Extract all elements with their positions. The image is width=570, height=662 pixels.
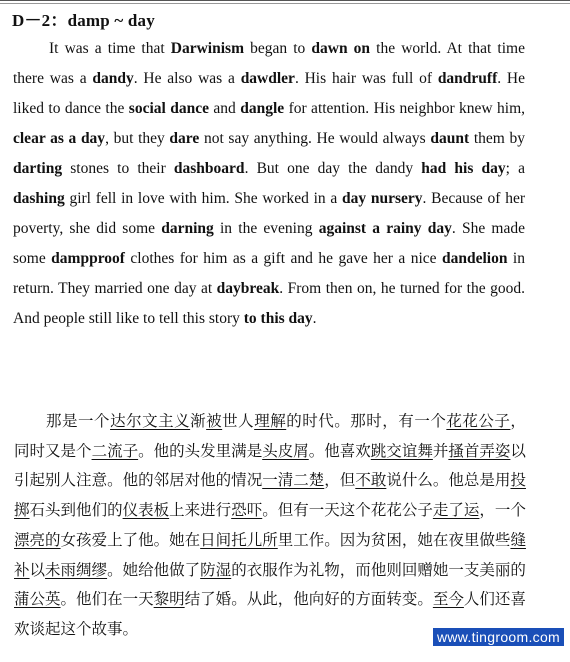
text-run: , but they: [105, 130, 170, 147]
vocab-term: daybreak: [216, 280, 280, 297]
text-run: in return. They married one day at: [13, 250, 525, 297]
text-run: 并: [432, 441, 449, 460]
top-border-rule: [0, 0, 570, 4]
text-run: 上来进行: [169, 501, 232, 520]
text-run: . He liked to dance the: [13, 70, 526, 117]
text-run: 的时代。那时，有一个: [286, 412, 447, 430]
text-run: in the evening: [213, 220, 319, 237]
text-run: 里工作。因为贫困，她在夜里做些: [277, 530, 511, 549]
vocab-term: clear as a day: [13, 130, 106, 147]
text-run: 。他们在一天: [60, 590, 154, 609]
text-run: . But one day the dandy: [244, 160, 422, 177]
text-run: 。但有一天这个花花公子: [262, 501, 433, 520]
vocab-term: Darwinism: [170, 40, 244, 57]
text-run: It was a time that: [49, 40, 171, 57]
text-run: 。他喜欢: [308, 441, 371, 460]
text-run: 说什么。他总是用: [386, 471, 511, 490]
text-run: 。她给他做了: [107, 560, 201, 579]
vocab-translation: 不敢: [355, 471, 387, 490]
text-run: . Because of her poverty, she did some: [13, 190, 525, 237]
text-run: them by: [469, 130, 525, 147]
text-run: 以: [29, 560, 46, 579]
text-run: 。他的头发里满是: [138, 441, 263, 460]
vocab-translation: 至今: [432, 590, 464, 609]
vocab-term: social dance: [128, 100, 209, 117]
vocab-term: dandy: [92, 70, 134, 87]
text-run: . His hair was full of: [294, 70, 438, 87]
vocab-term: dandruff: [437, 70, 498, 87]
text-run: 的衣服作为礼物，而他则回赠她一支美丽的: [231, 560, 526, 579]
vocab-term: dawdler: [240, 70, 295, 87]
vocab-translation: 花花公子: [446, 412, 511, 430]
vocab-translation: 达尔文主义: [110, 412, 191, 430]
text-run: 以引起别人注意。他的邻居对他的情况: [14, 441, 526, 490]
vocab-term: had his day: [421, 160, 506, 177]
text-run: 世人: [222, 412, 255, 430]
vocab-translation: 理解: [254, 412, 287, 430]
text-run: ，同时又是个: [14, 412, 526, 460]
site-watermark: www.tingroom.com: [433, 628, 564, 646]
vocab-translation: 二流子: [91, 441, 139, 460]
text-run: ; a: [505, 160, 526, 177]
vocab-translation: 被: [206, 412, 223, 430]
vocab-term: dandelion: [442, 250, 508, 267]
text-run: not say anything. He would always: [199, 130, 431, 147]
text-run: .: [312, 310, 317, 327]
english-paragraph: [13, 34, 525, 334]
vocab-term: dawn on: [311, 40, 371, 57]
vocab-translation: 一清二楚: [262, 471, 325, 490]
text-run: the world. At that time there was a: [13, 40, 525, 87]
vocab-term: dashing: [13, 190, 65, 207]
vocab-translation: 仪表板: [122, 501, 170, 520]
vocab-translation: 走了运: [432, 501, 480, 520]
text-run: girl fell in love with him. She worked in a: [64, 190, 343, 207]
vocab-translation: 搔首弄姿: [448, 441, 511, 460]
vocab-translation: 头皮屑: [262, 441, 309, 460]
text-run: 女孩爱上了他。她在: [60, 530, 201, 549]
vocab-term: dangle: [240, 100, 285, 117]
text-run: clothes for him as a gift and he gave her a nice: [124, 250, 442, 267]
text-run: ，一个: [479, 501, 526, 520]
text-run: . She made some: [13, 220, 525, 267]
text-run: . From then on, he turned for the good. And people still like to tell this story: [13, 280, 525, 327]
vocab-translation: 日间托儿所: [200, 530, 278, 549]
text-run: and: [209, 100, 241, 117]
vocab-translation: 黎明: [153, 590, 185, 609]
chinese-paragraph: [14, 407, 526, 645]
vocab-translation: 恐吓: [231, 501, 263, 520]
text-run: 结了婚。从此，他向好的方面转变。: [184, 590, 433, 609]
vocab-translation: 蒲公英: [14, 590, 61, 609]
vocab-translation: 投掷: [14, 471, 526, 520]
vocab-translation: 缝补: [14, 530, 526, 579]
text-run: 渐: [190, 412, 207, 430]
text-run: began to: [243, 40, 312, 57]
vocab-translation: 防湿: [200, 560, 232, 579]
text-run: 那是一个: [46, 412, 111, 430]
vocab-term: day nursery: [342, 190, 423, 207]
vocab-term: dampproof: [51, 250, 125, 267]
text-run: ，但: [324, 471, 356, 490]
vocab-term: darning: [161, 220, 214, 237]
text-run: 石头到他们的: [29, 501, 123, 520]
text-run: . He also was a: [133, 70, 241, 87]
section-title: D－2：damp ~ day: [12, 11, 155, 30]
text-run: for attention. His neighbor knew him,: [284, 100, 526, 117]
vocab-translation: 未雨绸缪: [45, 560, 108, 579]
vocab-term: dare: [169, 130, 200, 147]
vocab-term: dashboard: [173, 160, 245, 177]
vocab-translation: 跳交谊舞: [370, 441, 433, 460]
vocab-term: daunt: [430, 130, 470, 147]
vocab-translation: 漂亮的: [14, 530, 61, 549]
text-run: stones to their: [62, 160, 174, 177]
text-run: 人们还喜欢谈起这个故事。: [14, 590, 526, 638]
vocab-term: to this day: [243, 310, 313, 327]
vocab-term: darting: [13, 160, 63, 177]
vocab-term: against a rainy day: [318, 220, 452, 237]
